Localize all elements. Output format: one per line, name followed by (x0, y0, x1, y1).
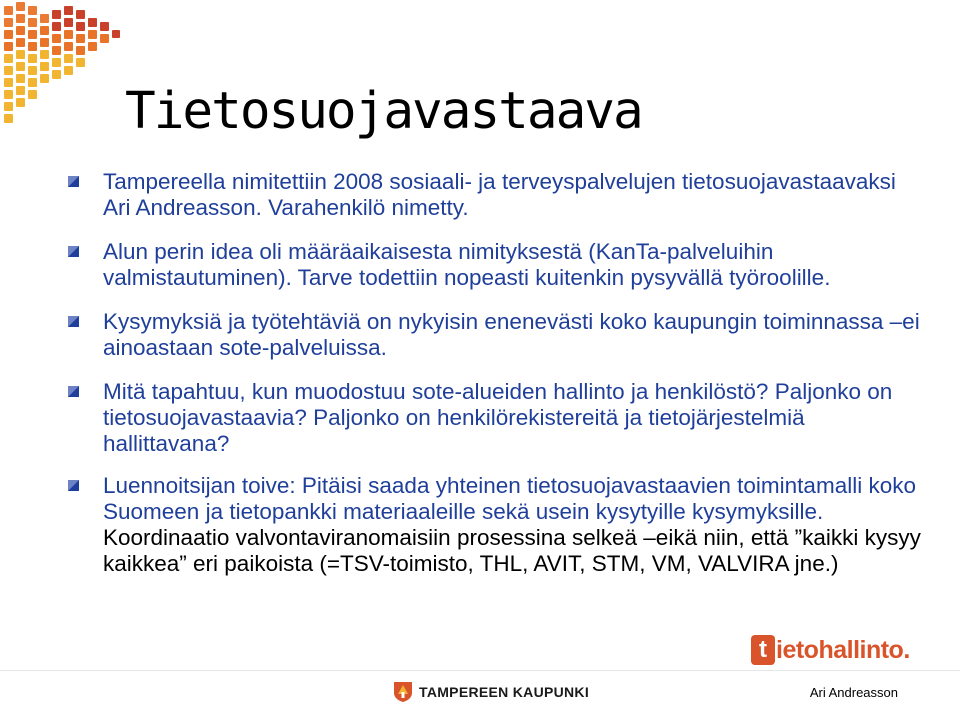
bullet-text: Tampereella nimitettiin 2008 sosiaali- ja terveyspalvelujen tietosuojavastaavaksi Ari Andreasson. Varahenkilö nimetty. (103, 169, 896, 220)
square-bullet-icon (68, 246, 79, 257)
logo-tile: t (751, 635, 775, 665)
square-bullet-icon (68, 480, 79, 491)
city-crest-icon (393, 681, 413, 703)
footer-divider (0, 670, 960, 671)
bullet-text: Kysymyksiä ja työtehtäviä on nykyisin enenevästi koko kaupungin toiminnassa –ei ainoastaan sote-palveluissa. (103, 309, 920, 360)
bullet-text: Luennoitsijan toive: Pitäisi saada yhteinen tietosuojavastaavien toimintamalli koko Suomeen ja tietopankki materiaaleille sekä usein kysytyille kysymyksille. (103, 473, 916, 524)
list-item (103, 169, 923, 221)
list-item (103, 473, 923, 577)
list-item (103, 379, 923, 457)
bullet-text: Mitä tapahtuu, kun muodostuu sote-alueiden hallinto ja henkilöstö? Paljonko on tietosuojavastaavia? Paljonko on henkilörekistereitä ja tietojärjestelmiä hallittavana? (103, 379, 893, 456)
tampere-city-logo (393, 681, 589, 703)
city-logo-text: TAMPEREEN KAUPUNKI (419, 684, 590, 700)
tietohallinto-logo (751, 633, 910, 667)
bullet-text: Alun perin idea oli määräaikaisesta nimityksestä (KanTa-palveluihin valmistautuminen). Tarve todettiin nopeasti kuitenkin pysyvällä työroolille. (103, 239, 831, 290)
bullet-list (103, 169, 923, 595)
square-bullet-icon (68, 316, 79, 327)
woven-pattern-icon (0, 0, 135, 140)
author-name: Ari Andreasson (809, 685, 898, 700)
page-title: Tietosuojavastaava (125, 82, 642, 141)
bullet-text-emphasis: Koordinaatio valvontaviranomaisiin prosessina selkeä –eikä niin, että ”kaikki kysyy kaikkea” eri paikoista (=TSV-toimisto, THL, AVIT, STM, VM, VALVIRA jne.) (103, 525, 921, 576)
list-item (103, 239, 923, 291)
square-bullet-icon (68, 176, 79, 187)
logo-wordmark: ietohallinto. (776, 635, 910, 664)
list-item (103, 309, 923, 361)
square-bullet-icon (68, 386, 79, 397)
